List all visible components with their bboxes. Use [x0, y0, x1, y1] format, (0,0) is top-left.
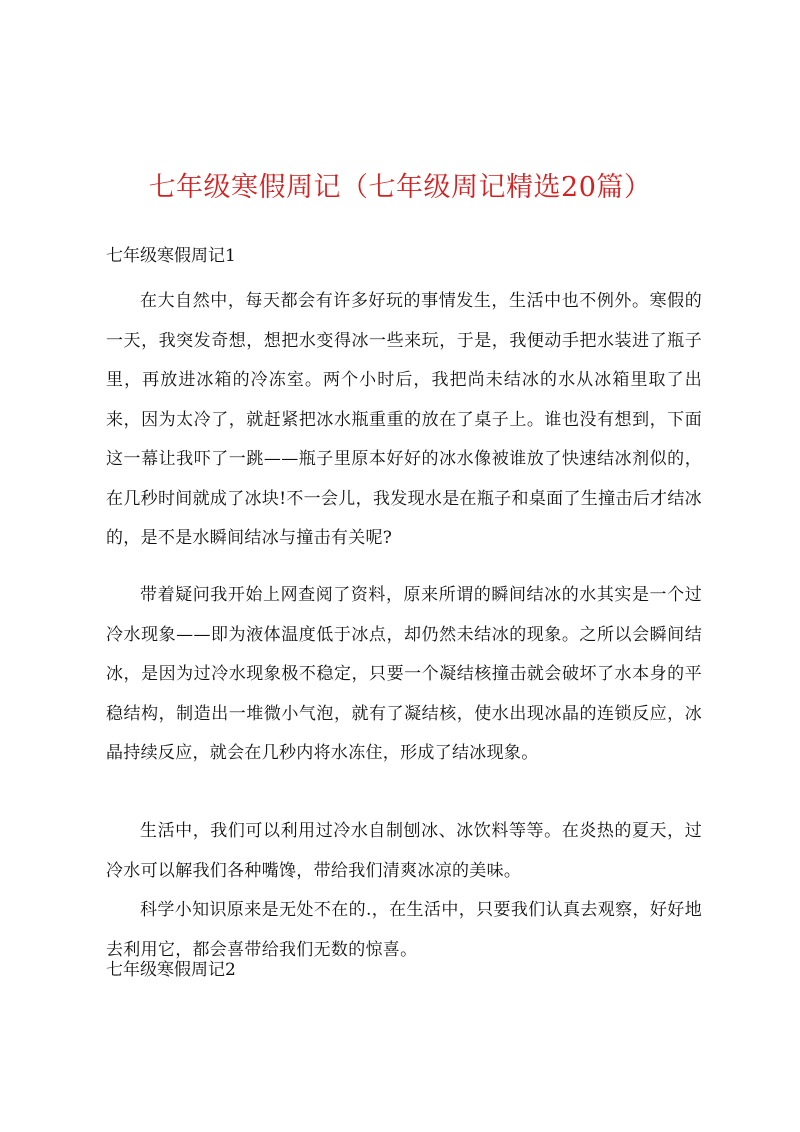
paragraph: 生活中，我们可以利用过冷水自制刨冰、冰饮料等等。在炎热的夏天，过冷水可以解我们各种嘴馋，带给我们清爽冰凉的美味。: [106, 821, 702, 881]
section-heading-2: 七年级寒假周记2: [106, 960, 236, 980]
section-heading-1: 七年级寒假周记1: [106, 246, 236, 266]
document-title: 七年级寒假周记（七年级周记精选20篇）: [148, 172, 652, 203]
paragraph: 带着疑问我开始上网查阅了资料，原来所谓的瞬间结冰的水其实是一个过冷水现象——即为液体温度低于冰点，却仍然未结冰的现象。之所以会瞬间结冰，是因为过冷水现象极不稳定，只要一个凝结核撞击就会破坏了水本身的平稳结构，制造出一堆微小气泡，就有了凝结核，使水出现冰晶的连锁反应，冰晶持续反应，就会在几秒内将水冻住，形成了结冰现象。: [106, 585, 702, 763]
paragraph: 科学小知识原来是无处不在的.，在生活中，只要我们认真去观察，好好地去利用它，都会喜带给我们无数的惊喜。: [106, 900, 702, 960]
paragraph: 在大自然中，每天都会有许多好玩的事情发生，生活中也不例外。寒假的一天，我突发奇想，想把水变得冰一些来玩，于是，我便动手把水装进了瓶子里，再放进冰箱的冷冻室。两个小时后，我把尚未结冰的水从冰箱里取了出来，因为太冷了，就赶紧把冰水瓶重重的放在了桌子上。谁也没有想到，下面这一幕让我吓了一跳——瓶子里原本好好的冰水像被谁放了快速结冰剂似的，在几秒时间就成了冰块!不一会儿，我发现水是在瓶子和桌面了生撞击后才结冰的，是不是水瞬间结冰与撞击有关呢?: [106, 291, 702, 548]
